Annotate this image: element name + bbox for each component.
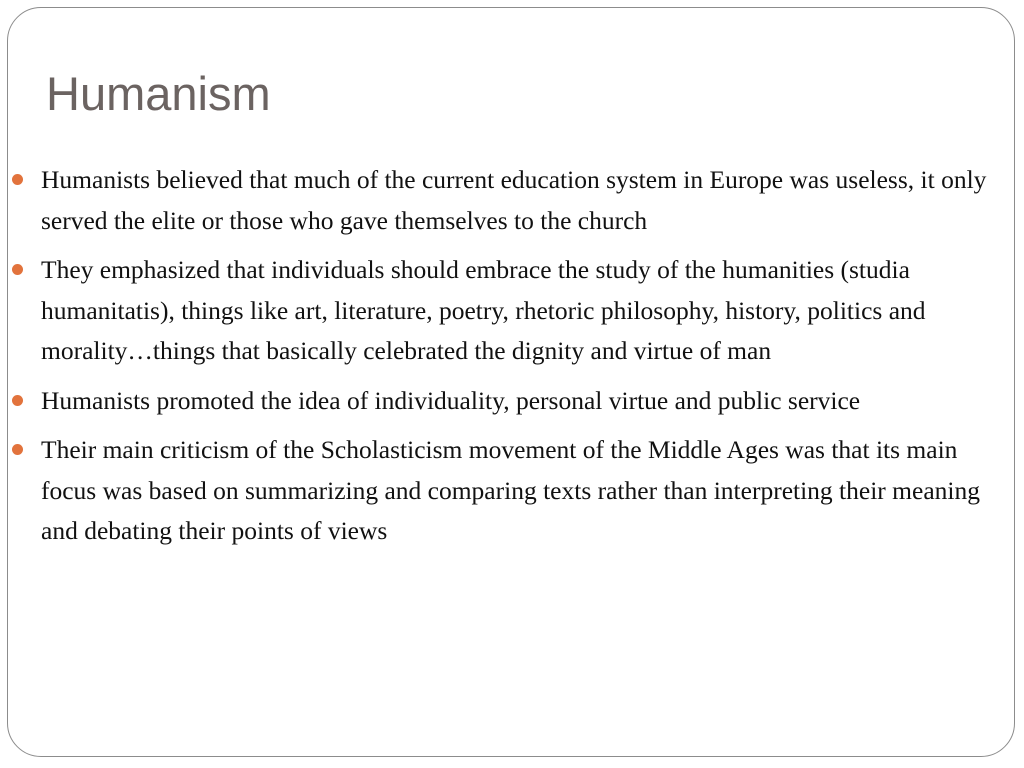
bullet-item	[0, 430, 1010, 552]
bullet-dot-icon	[12, 444, 23, 455]
bullet-item	[0, 160, 1010, 241]
bullet-text: Their main criticism of the Scholasticism movement of the Middle Ages was that its main focus was based on summarizing and comparing texts rather than interpreting their meaning and debating their points of views	[41, 435, 980, 545]
bullet-list	[0, 160, 1010, 561]
bullet-item	[0, 381, 1010, 422]
bullet-text: They emphasized that individuals should embrace the study of the humanities (studia humanitatis), things like art, literature, poetry, rhetoric philosophy, history, politics and morality…things that basically celebrated the dignity and virtue of man	[41, 255, 926, 365]
slide-title: Humanism	[46, 67, 271, 120]
bullet-text: Humanists believed that much of the current education system in Europe was useless, it only served the elite or those who gave themselves to the church	[41, 165, 987, 235]
bullet-item	[0, 250, 1010, 372]
bullet-dot-icon	[12, 264, 23, 275]
bullet-dot-icon	[12, 395, 23, 406]
bullet-dot-icon	[12, 174, 23, 185]
bullet-text: Humanists promoted the idea of individuality, personal virtue and public service	[41, 385, 861, 415]
